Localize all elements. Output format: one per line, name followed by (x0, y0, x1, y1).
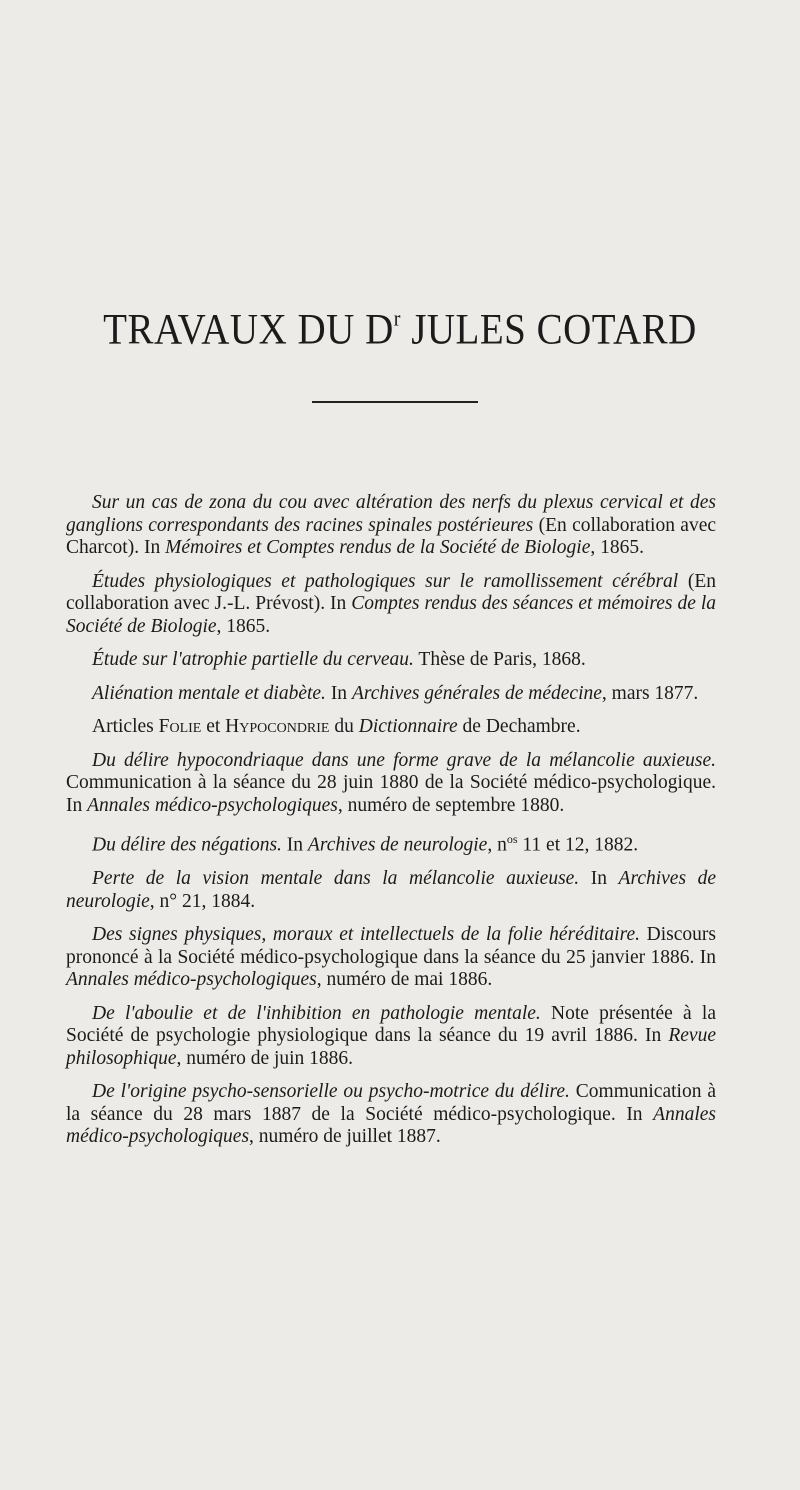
entry-title: De l'aboulie et de l'inhibition en pathologie mentale. (92, 1002, 541, 1024)
entry-superscript: os (506, 832, 518, 846)
bibliography-entry (66, 492, 716, 560)
entry-journal: Annales médico-psychologiques (87, 794, 338, 816)
title-superscript: r (393, 306, 401, 332)
entry-title: Études physiologiques et pathologiques sur le ramollissement cérébral (92, 570, 679, 592)
entry-text: , n (487, 834, 507, 856)
page-title (0, 304, 800, 354)
entry-title: Du délire des négations. (92, 834, 282, 856)
bibliography-entry (66, 924, 716, 992)
entry-text: de Dechambre. (457, 716, 581, 737)
entry-text: In (325, 682, 352, 704)
entry-text: , n° 21, 1884. (149, 890, 256, 912)
bibliography-entry (66, 571, 716, 639)
entry-text: , numéro de juin 1886. (176, 1047, 354, 1069)
bibliography-entry (66, 750, 716, 818)
entry-title: Perte de la vision mentale dans la mélancolie auxieuse. (92, 868, 580, 889)
entry-text: Thèse de Paris, 1868. (413, 649, 586, 670)
entry-text: , 1865. (216, 615, 271, 637)
entry-text: 11 et 12, 1882. (517, 834, 639, 856)
title-divider (312, 401, 478, 403)
entry-text: (En collaboration avec J.-L. Prévost). In (66, 570, 716, 614)
title-text-before: TRAVAUX DU D (103, 305, 394, 354)
entry-text: In (579, 868, 619, 889)
entry-text: Note présentée à la Société de psychologie physiologique dans la séance du 19 avril 1886. In (66, 1002, 716, 1046)
entry-journal: Dictionnaire (358, 716, 458, 737)
entry-text: , numéro de mai 1886. (316, 969, 493, 990)
entry-text: Communication à la séance du 28 juin 1880 de la Société médico-psychologique. In (66, 772, 716, 816)
entry-text: , numéro de juillet 1887. (249, 1126, 441, 1147)
entry-journal: Archives de neurologie (307, 834, 488, 856)
entry-title: Aliénation mentale et diabète. (92, 682, 326, 704)
entry-journal: Comptes rendus des séances et mémoires de la Société de Biologie (66, 593, 716, 637)
bibliography-entry (66, 1003, 716, 1071)
entry-text: du (329, 716, 359, 737)
entry-text: Articles (92, 716, 159, 737)
entry-journal: Archives de neurologie (66, 868, 717, 912)
entry-text: , mars 1877. (601, 682, 699, 704)
entry-journal: Annales médico-psychologiques (66, 1103, 716, 1147)
entry-title: Du délire hypocondriaque dans une forme grave de la mélancolie auxieuse. (92, 749, 716, 771)
entry-journal: Revue philosophique (66, 1025, 716, 1069)
entry-text: et (201, 716, 226, 737)
bibliography-entry (66, 716, 716, 739)
entry-text: (En collaboration avec Charcot). In (66, 514, 717, 558)
title-text-after: JULES COTARD (400, 305, 697, 354)
entry-term: Folie (158, 716, 202, 737)
entry-text: , numéro de septembre 1880. (337, 794, 565, 816)
entry-title: Des signes physiques, moraux et intellectuels de la folie héréditaire. (92, 924, 640, 945)
bibliography-entry (66, 828, 716, 857)
entry-journal: Archives générales de médecine (351, 682, 602, 704)
entry-title: Étude sur l'atrophie partielle du cerveau. (92, 649, 414, 670)
bibliography-entry (66, 868, 716, 913)
bibliography-entry (66, 683, 716, 706)
entry-text: , 1865. (590, 537, 645, 558)
bibliography-entry (66, 1081, 716, 1149)
entry-text: In (281, 834, 308, 856)
bibliography-entry (66, 649, 716, 672)
entry-text: Communication à la séance du 28 mars 1887 de la Société médico-psychologique. In (66, 1081, 716, 1125)
entry-journal: Annales médico-psychologiques (66, 969, 317, 990)
entry-journal: Mémoires et Comptes rendus de la Société de Biologie (165, 537, 591, 558)
entry-title: De l'origine psycho-sensorielle ou psycho-motrice du délire. (92, 1081, 570, 1102)
entry-term: Hypocondrie (225, 716, 330, 737)
entry-text: Discours prononcé à la Société médico-psychologique dans la séance du 25 janvier 1886. In (66, 924, 717, 968)
bibliography-list (66, 492, 716, 1160)
entry-title: Sur un cas de zona du cou avec altération des nerfs du plexus cervical et des ganglions correspondants des racines spinales postérieures (66, 492, 716, 536)
